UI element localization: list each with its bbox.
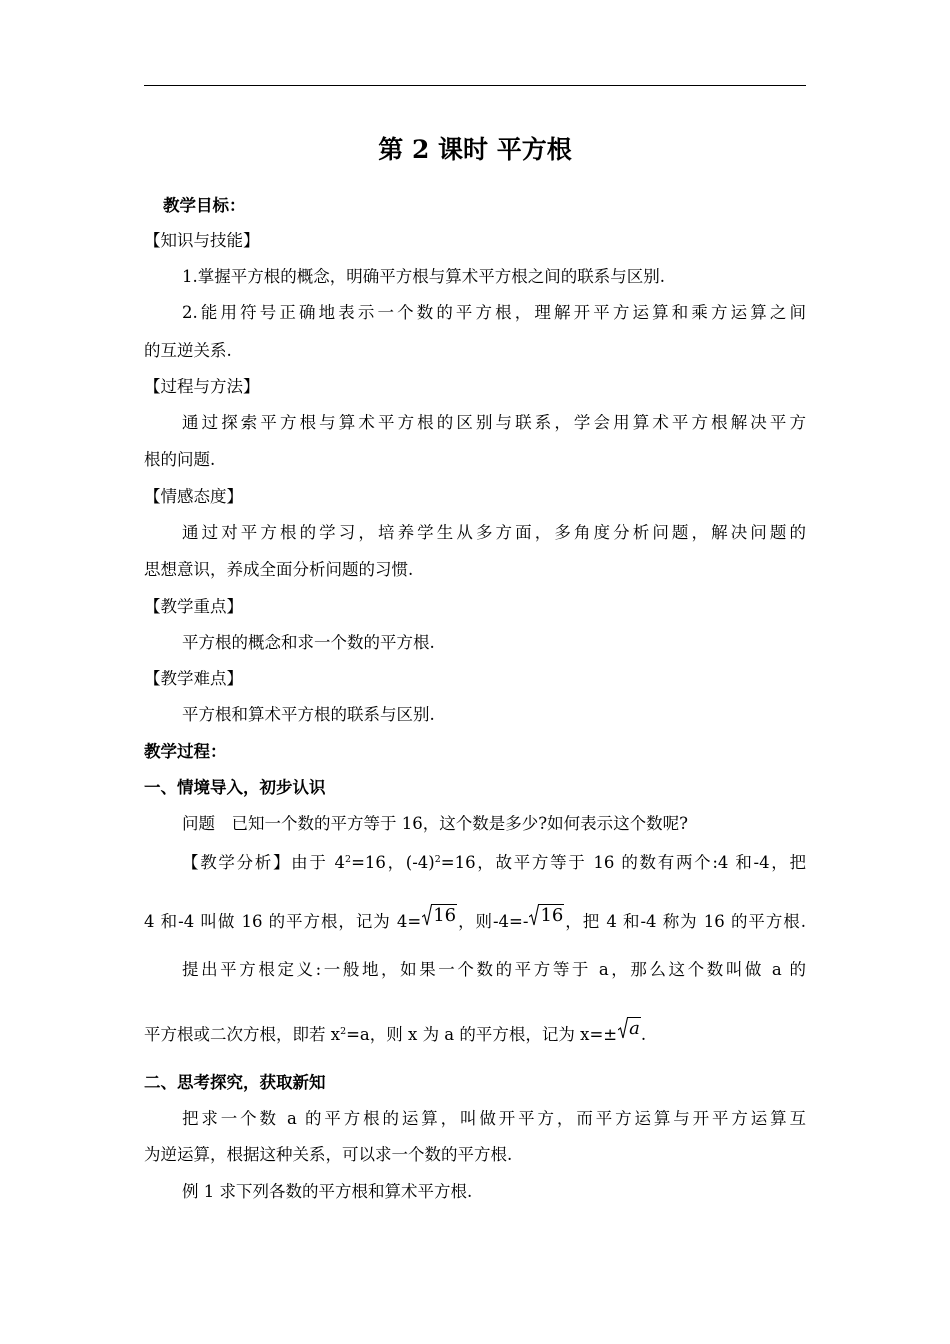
- difficulty-heading: 【教学难点】: [144, 669, 243, 688]
- definition-line-1: 提出平方根定义:一般地，如果一个数的平方等于 a，那么这个数叫做 a 的: [182, 960, 806, 979]
- attitude-heading: 【情感态度】: [144, 487, 243, 506]
- radical-sign-icon: [618, 1017, 628, 1039]
- knowledge-item-2-line-1: 2.能用符号正确地表示一个数的平方根，理解开平方运算和乘方运算之间: [182, 303, 806, 322]
- focus-text: 平方根的概念和求一个数的平方根.: [182, 633, 435, 652]
- difficulty-text: 平方根和算术平方根的联系与区别.: [182, 705, 435, 724]
- process-line-2: 根的问题.: [144, 450, 216, 469]
- definition-line-2: 平方根或二次方根，即若 $x^2=a$，则 x 为 a 的平方根，记为 x=± a.: [144, 1018, 647, 1044]
- attitude-line-2: 思想意识，养成全面分析问题的习惯.: [144, 560, 414, 579]
- sqrt-a-expression: a: [618, 1017, 641, 1039]
- section-1-analysis-line-2: 4 和-4 叫做 16 的平方根，记为 4= 16，则-4=- 16，把 4 和-4 称为 16 的平方根.: [144, 905, 806, 931]
- knowledge-item-1: 1.掌握平方根的概念，明确平方根与算术平方根之间的联系与区别.: [182, 267, 665, 286]
- section-2-line-1: 把求一个数 a 的平方根的运算，叫做开平方，而平方运算与开平方运算互: [182, 1109, 806, 1128]
- attitude-line-1: 通过对平方根的学习，培养学生从多方面，多角度分析问题，解决问题的: [182, 523, 806, 542]
- section-1-heading: 一、情境导入，初步认识: [144, 778, 326, 797]
- radical-sign-icon: [529, 904, 539, 926]
- sqrt-16-expression: 16: [422, 904, 457, 926]
- example-1: 例 1 求下列各数的平方根和算术平方根.: [182, 1182, 473, 1201]
- section-1-question: 问题 已知一个数的平方等于 16，这个数是多少?如何表示这个数呢?: [182, 814, 688, 833]
- process-line-1: 通过探索平方根与算术平方根的区别与联系，学会用算术平方根解决平方: [182, 413, 806, 432]
- knowledge-heading: 【知识与技能】: [144, 231, 260, 250]
- section-1-analysis-line-1: 【教学分析】由于 $4^2=16$，$(-4)^2=16$，故平方等于 16 的数有两个:4 和-4，把: [182, 853, 806, 872]
- section-2-line-2: 为逆运算，根据这种关系，可以求一个数的平方根.: [144, 1145, 513, 1164]
- focus-heading: 【教学重点】: [144, 597, 243, 616]
- process-section-heading: 教学过程：: [144, 742, 227, 761]
- objectives-heading: 教学目标：: [163, 196, 246, 215]
- page-title: 第 2 课时 平方根: [378, 135, 572, 164]
- section-2-heading: 二、思考探究，获取新知: [144, 1073, 326, 1092]
- radical-sign-icon: [422, 904, 432, 926]
- header-rule: [144, 85, 806, 86]
- process-heading: 【过程与方法】: [144, 377, 260, 396]
- sqrt-16-expression: 16: [529, 904, 564, 926]
- knowledge-item-2-line-2: 的互逆关系.: [144, 341, 232, 360]
